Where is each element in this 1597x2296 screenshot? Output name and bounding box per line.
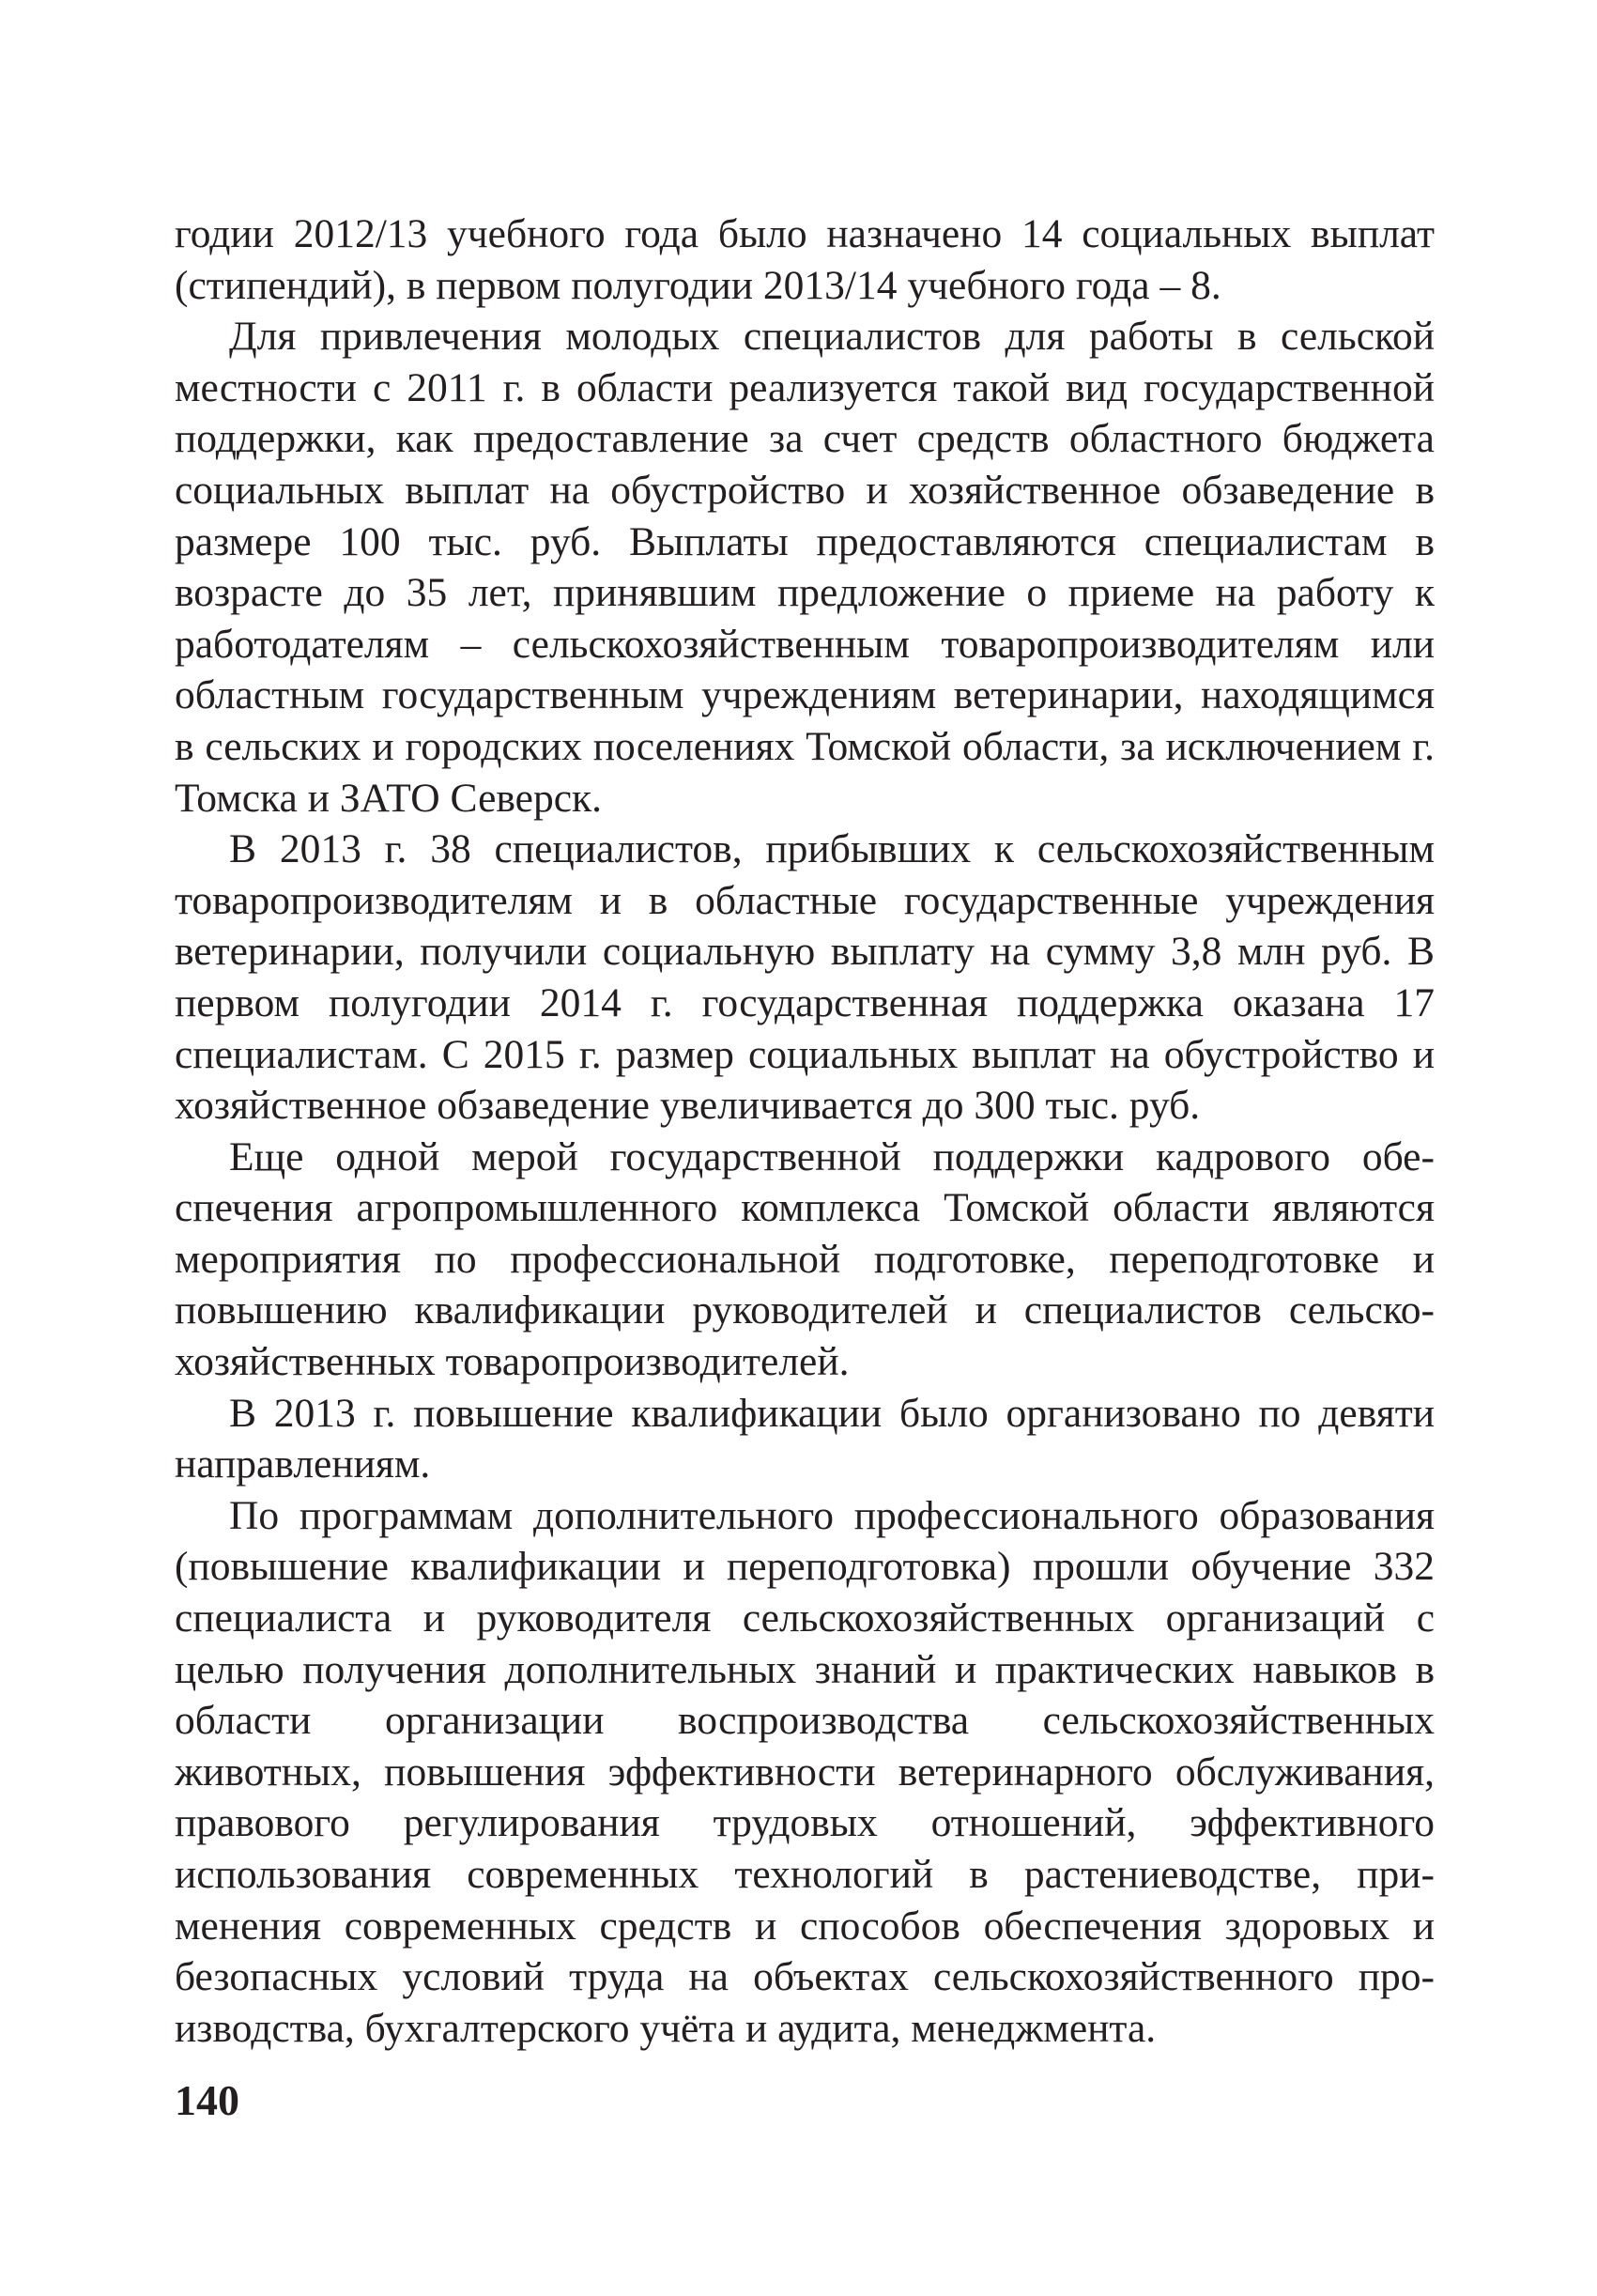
paragraph-training-measures: Еще одной мерой государственной поддержки кадрового обеспечения агропромышленного комплекса Томской области являются мероприятия по профессиональной подготовке, переподготовке и повышению квалификации руководителей и специалистов сельскохозяйственных товаропроизводителей. [175, 1133, 1435, 1385]
paragraph-2013-payments: В 2013 г. 38 специалистов, прибывших к сельскохозяйственным товаропроизводителям и в областные государственные учреждения ветеринарии, получили социальную выплату на сумму 3,8 млн руб. В первом полугодии 2014 г. государственная поддержка оказана 17 специалистам. С 2015 г. размер социальных выплат на обустройство и хозяйственное обзаведение увеличивается до 300 тыс. руб. [175, 826, 1435, 1129]
paragraph-qualification-directions: В 2013 г. повышение квалификации было организовано по девяти направлениям. [175, 1390, 1435, 1487]
page-body [175, 208, 1435, 2054]
paragraph-continuation: годии 2012/13 учебного года было назначено 14 социальных выплат (стипендий), в первом полугодии 2013/14 учебного года – 8. [175, 211, 1435, 308]
paragraph-young-specialists-support: Для привлечения молодых специалистов для работы в сельской местности с 2011 г. в области реализуется такой вид государственной поддержки, как предоставление за счет средств областного бюджета социальных выплат на обустройство и хозяйственное обзаведение в размере 100 тыс. руб. Выплаты предоставляются специалистам в возрасте до 35 лет, принявшим предложение о приеме на работу к работодателям – сельскохозяйственным товаропроизводителям или областным государственным учреждениям ветеринарии, находящимся в сельских и городских поселениях Томской области, за исключением г. Томска и ЗАТО Северск. [175, 314, 1435, 821]
page-number: 140 [175, 2076, 239, 2124]
paragraph-education-programs: По программам дополнительного профессионального образования (повышение квалификации и переподготовка) прошли обучение 332 специалиста и руководителя сельскохозяйственных организаций с целью получения дополнительных знаний и практических навыков в области организации воспроизводства сельскохозяйственных животных, повышения эффективности ветеринарного обслуживания, правового регулирования трудовых отношений, эффективного использования современных технологий в растениеводстве, применения современных средств и способов обеспечения здоровых и безопасных условий труда на объектах сельскохозяйственного производства, бухгалтерского учёта и аудита, менеджмента. [175, 1492, 1435, 2051]
